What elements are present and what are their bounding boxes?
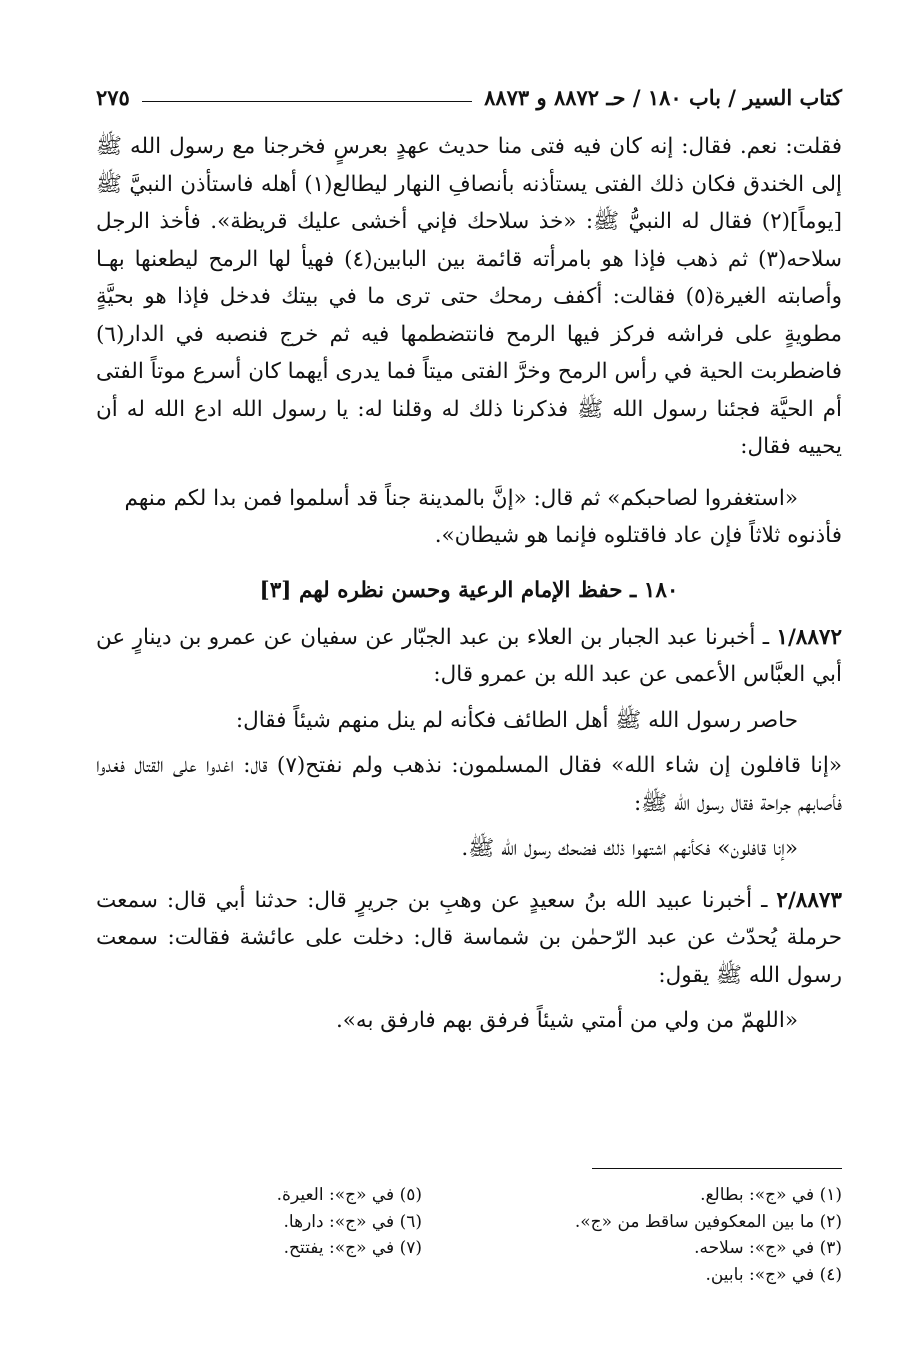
hadith-8872-text: حاصر رسول الله ﷺ أهل الطائف فكأنه لم ينل منهم شيئاً فقال: xyxy=(235,707,798,733)
footnote-rule xyxy=(592,1168,842,1169)
paragraph-story: فقلت: نعم. فقال: إنه كان فيه فتى منا حديث عهدٍ بعرسٍ فخرجنا مع رسول الله ﷺ إلى الخندق فكان ذلك الفتى يستأذنه بأنصافِ النهار ليطالع(١) أهله فاستأذن النبيَّ ﷺ [يوماً](٢) فقال له النبيُّ ﷺ: «خذ سلاحك فإني أخشى عليك قريظة». فأخذ الرجل سلاحه(٣) ثم ذهب فإذا هو بامرأته قائمة بين البابين(٤) فهيأ لها الرمح ليطعنها بهـا وأصابته الغيرة(٥) فقالت: أكفف رمحك حتى ترى ما في بيتك فدخل فإذا هو بحيَّةٍ مطويةٍ على فراشه فركز فيها الرمح فانتضطمها فيه ثم خرج فنصبه في الدار(٦) فاضطربت الحية في رأس الرمح وخرَّ الفتى ميتاً فما يدرى أيهما كان أسرع موتاً الفتى أم الحيَّة فجئنا رسول الله ﷺ فذكرنا ذلك له وقلنا له: يا رسول الله ادع الله له أن يحييه فقال: xyxy=(96,134,842,459)
hadith-8872-isnad: ـ أخبرنا عبد الجبار بن العلاء بن عبد الجبّار عن سفيان عن عمرو بن دينارٍ عن أبي العبَّاس الأعمى عن عبد الله بن عمرو قال: xyxy=(96,624,842,687)
main-text xyxy=(96,128,842,1040)
footnote-1: (١) في «ج»: بطالع. xyxy=(700,1185,842,1205)
footnote-6: (٦) في «ج»: دارها. xyxy=(283,1211,422,1232)
footnotes-column-left xyxy=(182,1182,422,1288)
page-header xyxy=(96,76,842,110)
footnote-5: (٥) في «ج»: العيرة. xyxy=(276,1185,422,1205)
running-title: كتاب السير / باب ١٨٠ / حـ ٨٨٧٢ و ٨٨٧٣ xyxy=(484,85,842,110)
hadith-8873-chain xyxy=(96,882,842,995)
hadith-8872-quote-2: «إنا قافلون» فكأنهم اشتهوا ذلك فضحك رسول الله ﷺ. xyxy=(461,836,798,861)
hadith-8872-chain xyxy=(96,619,842,694)
hadith-8873-isnad: ـ أخبرنا عبيد الله بنُ سعيدٍ عن وهبِ بن جريرٍ قال: حدثنا أبي قال: سمعت حرملة يُحدّث عن عبد الرّحمٰن بن شماسة قال: دخلت على عائشة فقالت: سمعت رسول الله ﷺ يقول: xyxy=(96,887,842,988)
page-number: ٢٧٥ xyxy=(96,85,130,110)
footnote-4: (٤) في «ج»: بابين. xyxy=(705,1264,842,1285)
footnote-7: (٧) في «ج»: يفتتح. xyxy=(283,1238,422,1258)
footnote-3: (٣) في «ج»: سلاحه. xyxy=(694,1238,842,1258)
quote-hadith-jinn: «استغفروا لصاحبكم» ثم قال: «إنَّ بالمدينة جناً قد أسلموا فمن بدا لكم منهم فأذنوه ثلاثاً فإن عاد فاقتلوه فإنما هو شيطان». xyxy=(124,485,842,548)
section-heading: ١٨٠ ـ حفظ الإمام الرعية وحسن نظره لهم [٣] xyxy=(259,577,679,603)
footnotes-column-right xyxy=(512,1182,842,1288)
header-rule xyxy=(142,101,472,102)
hadith-number-8873: ٢/٨٨٧٣ xyxy=(776,887,842,913)
hadith-number-8872: ١/٨٨٧٢ xyxy=(776,624,842,650)
hadith-8873-quote: «اللهمّ من ولي من أمتي شيئاً فرفق بهم فارفق به». xyxy=(335,1008,798,1033)
footnote-2: (٢) ما بين المعكوفين ساقط من «ج». xyxy=(574,1211,842,1232)
hadith-8872-quote-1: «إنا قافلون إن شاء الله» فقال المسلمون: نذهب ولم نفتح(٧) قال: اغدوا على القتال فغدوا فأصابهم جراحة فقال رسول الله ﷺ: xyxy=(96,753,842,816)
footnotes xyxy=(96,1182,842,1288)
